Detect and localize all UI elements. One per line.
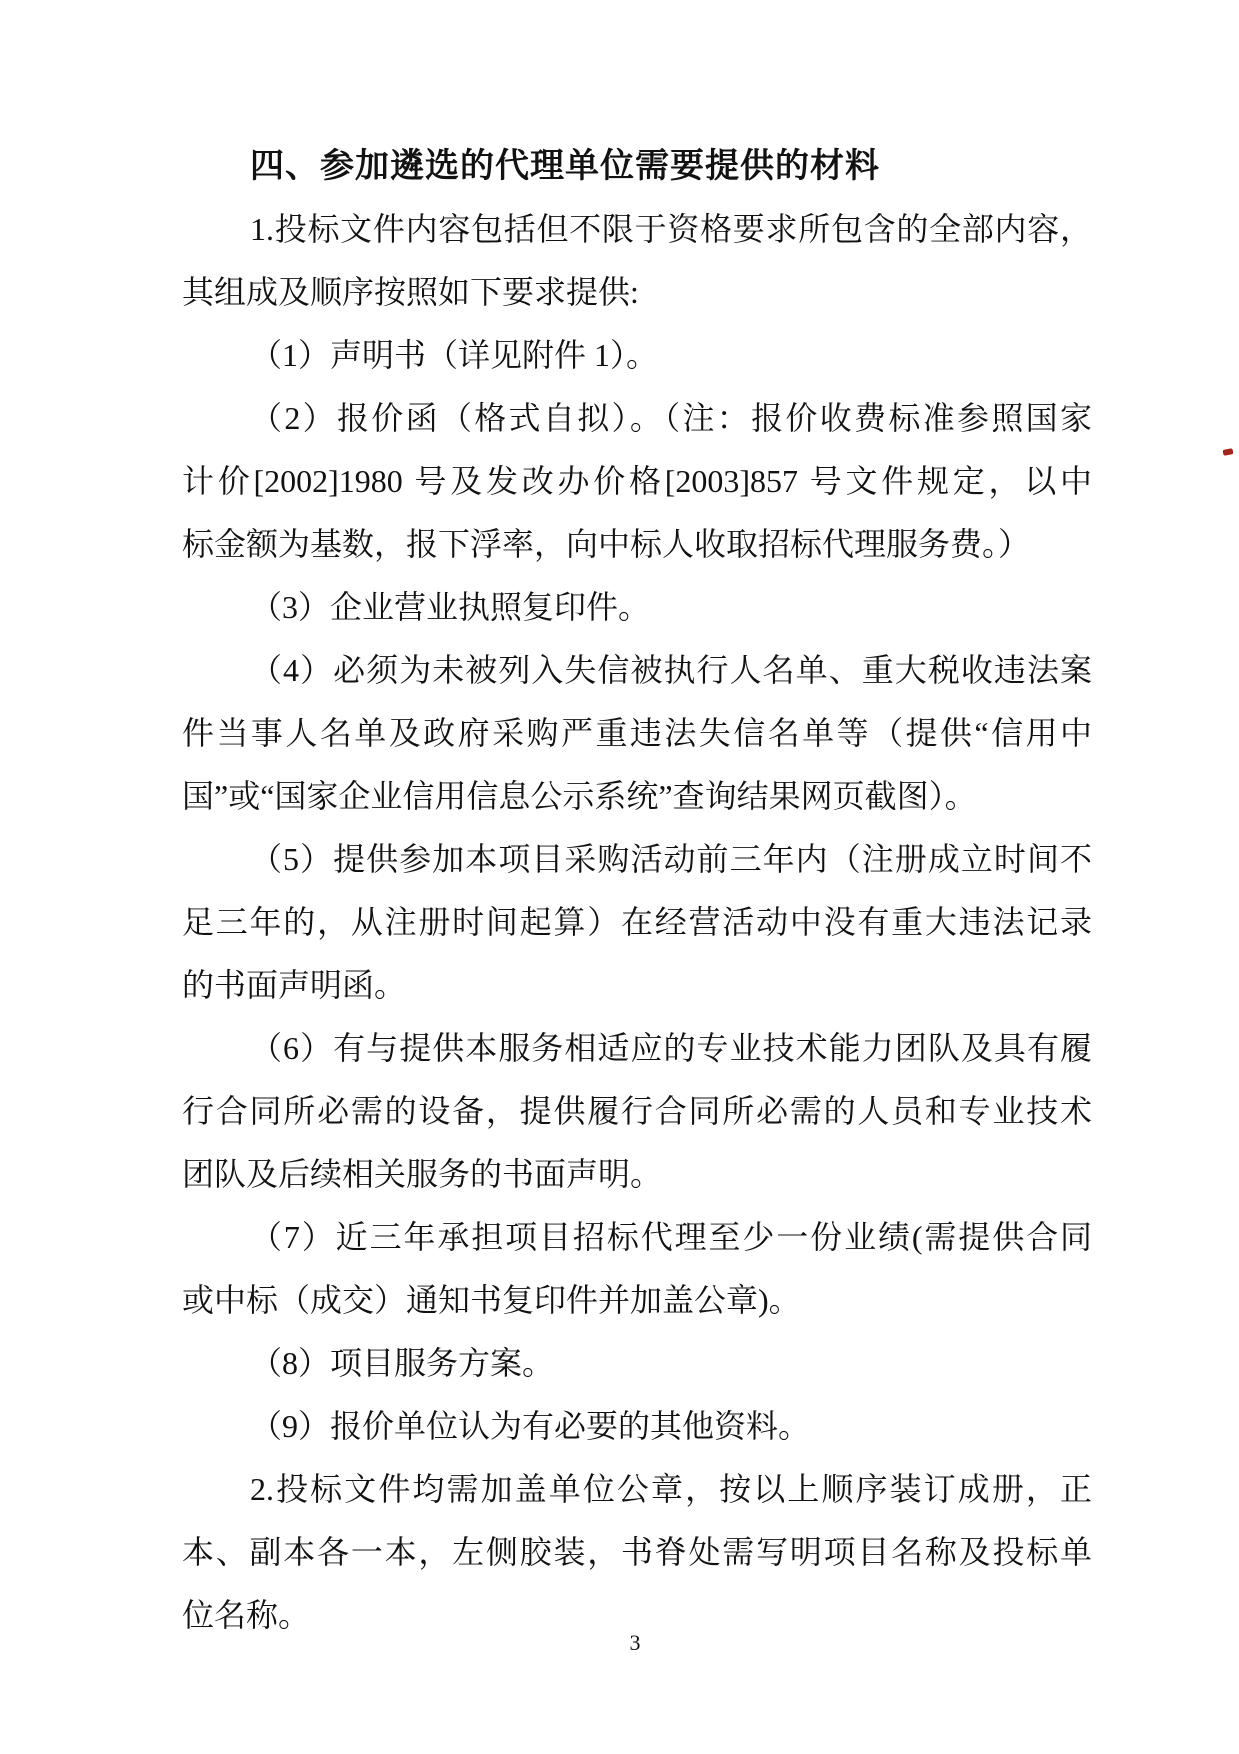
text-line: 2.投标文件均需加盖单位公章，按以上顺序装订成册，正 — [250, 1471, 1092, 1507]
red-annotation-mark — [1223, 448, 1234, 456]
text-line: 计价[2002]1980 号及发改办价格[2003]857 号文件规定，以中 — [182, 463, 1092, 499]
document-body — [182, 135, 1092, 1647]
text-line: （4）必须为未被列入失信被执行人名单、重大税收违法案 — [250, 652, 1092, 688]
text-line: （1）声明书（详见附件 1）。 — [250, 337, 659, 373]
page-number: 3 — [629, 1630, 641, 1655]
text-line: 标金额为基数，报下浮率，向中标人收取招标代理服务费。） — [182, 526, 1031, 562]
text-line: （8）项目服务方案。 — [250, 1345, 555, 1381]
text-line: （9）报价单位认为有必要的其他资料。 — [250, 1408, 811, 1444]
text-line: 国”或“国家企业信用信息公示系统”查询结果网页截图）。 — [182, 778, 977, 814]
text-line: 行合同所必需的设备，提供履行合同所必需的人员和专业技术 — [182, 1093, 1092, 1129]
text-line: 的书面声明函。 — [182, 967, 407, 1003]
text-line: 或中标（成交）通知书复印件并加盖公章)。 — [182, 1282, 801, 1318]
text-line: （3）企业营业执照复印件。 — [250, 589, 651, 625]
text-line: （5）提供参加本项目采购活动前三年内（注册成立时间不 — [250, 841, 1092, 877]
text-line: （6）有与提供本服务相适应的专业技术能力团队及具有履 — [250, 1030, 1092, 1066]
text-line: 件当事人名单及政府采购严重违法失信名单等（提供“信用中 — [182, 715, 1092, 751]
text-line: 其组成及顺序按照如下要求提供: — [182, 274, 639, 310]
text-line: （7）近三年承担项目招标代理至少一份业绩(需提供合同 — [250, 1219, 1092, 1255]
text-line: 足三年的，从注册时间起算）在经营活动中没有重大违法记录 — [182, 904, 1092, 940]
page-footer — [0, 1630, 1239, 1656]
text-line: 本、副本各一本，左侧胶装，书脊处需写明项目名称及投标单 — [182, 1534, 1092, 1570]
text-line: 团队及后续相关服务的书面声明。 — [182, 1156, 663, 1192]
text-line: 位名称。 — [182, 1597, 311, 1633]
text-line: 1.投标文件内容包括但不限于资格要求所包含的全部内容， — [250, 211, 1092, 247]
text-line: （2）报价函（格式自拟）。（注：报价收费标准参照国家 — [250, 400, 1092, 436]
text-line: 四、参加遴选的代理单位需要提供的材料 — [250, 147, 880, 185]
